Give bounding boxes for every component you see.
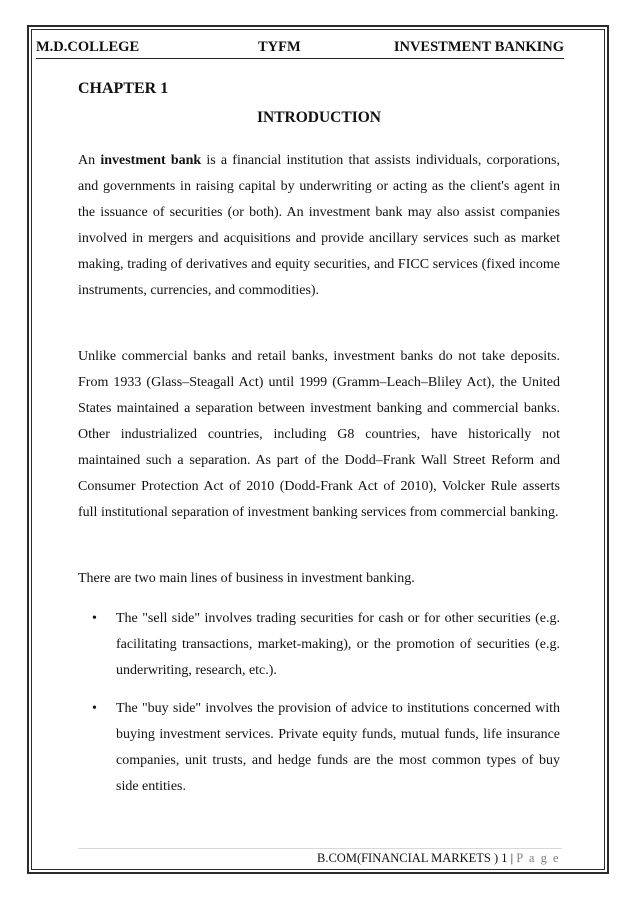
header-subject: INVESTMENT BANKING bbox=[393, 39, 564, 55]
page-title-text: INTRODUCTION bbox=[256, 109, 381, 126]
bullet-list-buy-side bbox=[78, 696, 560, 800]
footer-course: B.COM(FINANCIAL MARKETS ) bbox=[317, 851, 502, 865]
paragraph-intro-term: investment bank bbox=[100, 153, 202, 168]
footer-separator: | bbox=[507, 851, 517, 865]
page-title bbox=[0, 109, 638, 127]
page-footer bbox=[317, 851, 560, 866]
paragraph-lines-of-business: There are two main lines of business in investment banking. bbox=[78, 571, 415, 586]
list-item bbox=[78, 606, 560, 684]
footer-divider bbox=[78, 848, 562, 849]
paragraph-intro-lead: An bbox=[78, 153, 101, 168]
header-course: TYFM bbox=[258, 39, 301, 55]
header-college: M.D.COLLEGE bbox=[36, 39, 140, 55]
list-item bbox=[78, 696, 560, 800]
chapter-heading: CHAPTER 1 bbox=[78, 80, 169, 97]
footer-page-label: P a g e bbox=[516, 851, 560, 865]
bullet-list-sell-side bbox=[78, 606, 560, 684]
paragraph-separation: Unlike commercial banks and retail banks, investment banks do not take deposits. From 1933 (Glass–Steagall Act) until 1999 (Gramm–Leach–Bliley Act), the United States maintained a separation between investment banking and commercial banks. Other industrialized countries, including G8 countries, have historically not maintained such a separation. As part of the Dodd–Frank Wall Street Reform and Consumer Protection Act of 2010 (Dodd-Frank Act of 2010), Volcker Rule asserts full institutional separation of investment banking services from commercial banking. bbox=[78, 349, 560, 520]
page-header bbox=[36, 38, 564, 59]
paragraph-intro bbox=[78, 148, 560, 304]
footer-page-number: 1 bbox=[501, 851, 508, 865]
bullet-text: The "sell side" involves trading securities for cash or for other securities (e.g. facilitating transactions, market-making), or the promotion of securities (e.g. underwriting, research, etc.). bbox=[116, 611, 560, 678]
bullet-icon: • bbox=[92, 701, 97, 716]
bullet-icon: • bbox=[92, 611, 97, 626]
bullet-text: The "buy side" involves the provision of advice to institutions concerned with buying investment services. Private equity funds, mutual funds, life insurance companies, unit trusts, and hedge funds are the most common types of buy side entities. bbox=[116, 701, 560, 794]
paragraph-intro-rest: is a financial institution that assists individuals, corporations, and governments in raising capital by underwriting or acting as the client's agent in the issuance of securities (or both). An investment bank may also assist companies involved in mergers and acquisitions and provide ancillary services such as market making, trading of derivatives and equity securities, and FICC services (fixed income instruments, currencies, and commodities). bbox=[78, 153, 560, 298]
